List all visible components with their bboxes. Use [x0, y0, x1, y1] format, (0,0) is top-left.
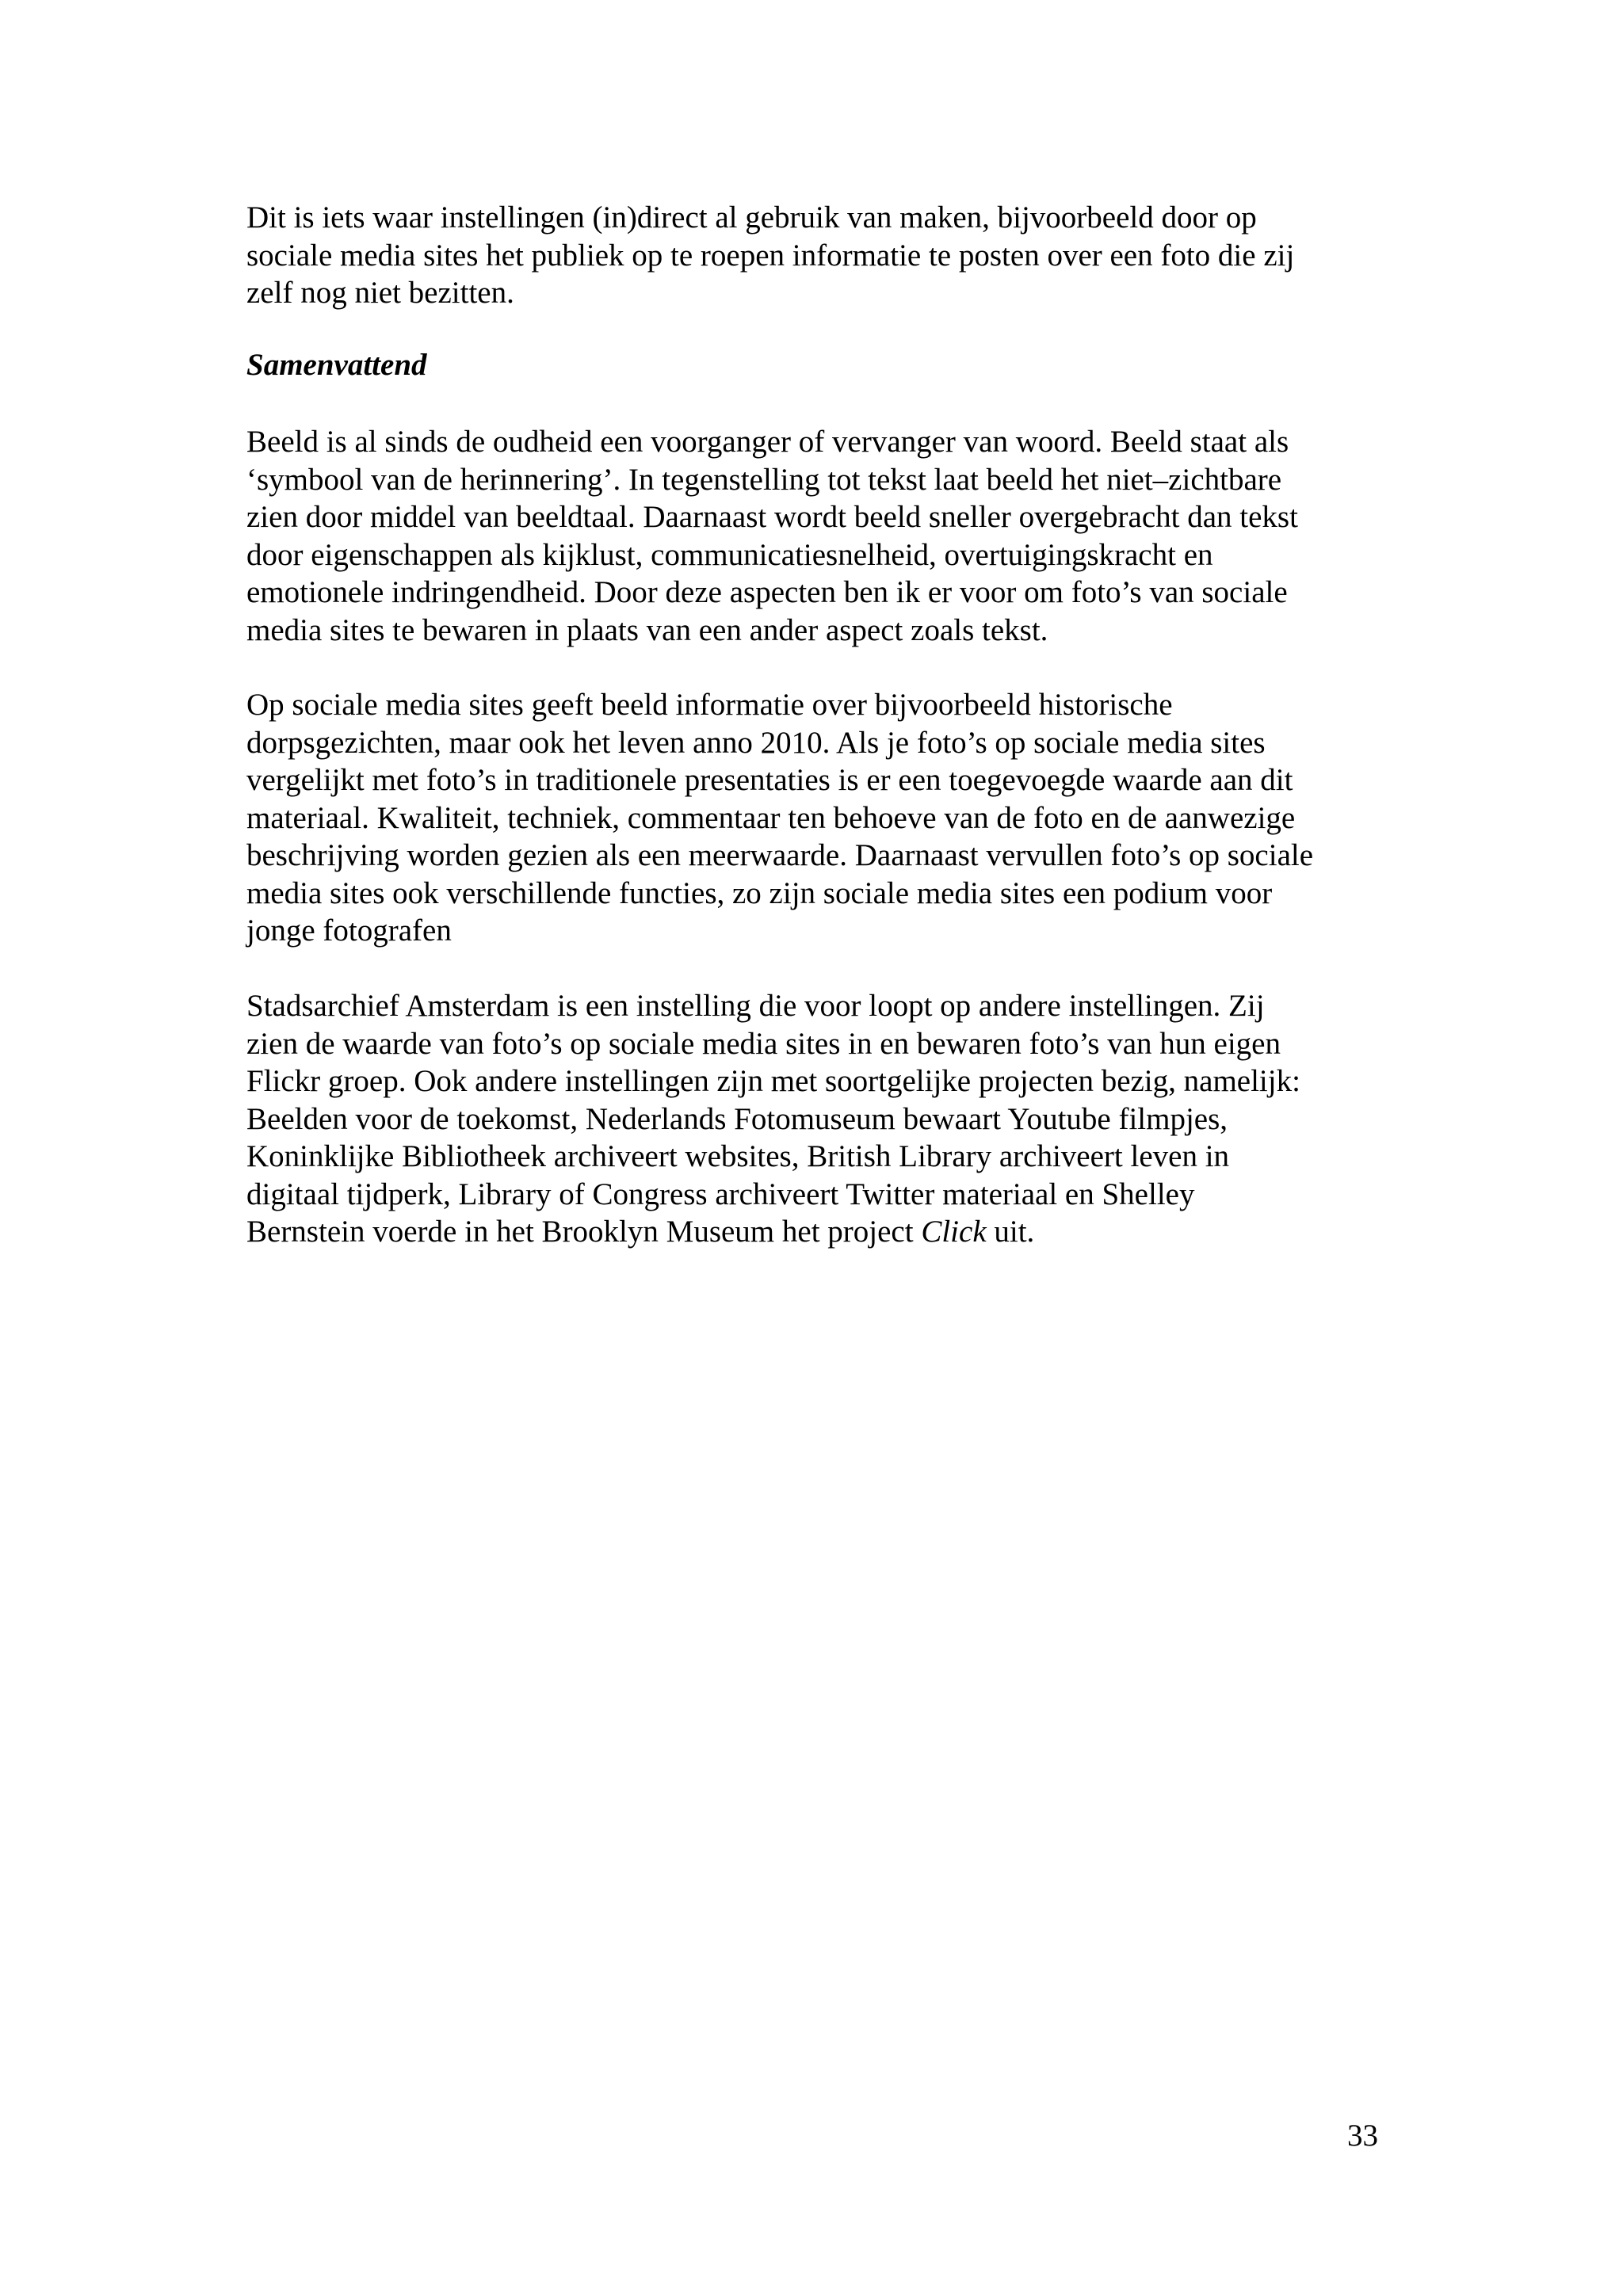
- paragraph-line: digitaal tijdperk, Library of Congress archiveert Twitter materiaal en Shelley: [246, 1177, 1195, 1211]
- paragraph-line: door eigenschappen als kijklust, communicatiesnelheid, overtuigingskracht en: [246, 537, 1213, 572]
- paragraph-3: [246, 686, 1403, 950]
- paragraph-line: Stadsarchief Amsterdam is een instelling die voor loopt op andere instellingen. Zij: [246, 989, 1265, 1023]
- paragraph-line: zelf nog niet bezitten.: [246, 276, 514, 310]
- paragraph-line: jonge fotografen: [246, 913, 452, 948]
- paragraph-line: Op sociale media sites geeft beeld informatie over bijvoorbeeld historische: [246, 688, 1173, 722]
- paragraph-line-last: [246, 1213, 1403, 1251]
- paragraph-line: Beelden voor de toekomst, Nederlands Fotomuseum bewaart Youtube filmpjes,: [246, 1101, 1228, 1136]
- text-run: uit.: [986, 1215, 1035, 1249]
- paragraph-line: media sites te bewaren in plaats van een ander aspect zoals tekst.: [246, 612, 1048, 647]
- text-run: Bernstein voerde in het Brooklyn Museum het project: [246, 1215, 922, 1249]
- paragraph-line: sociale media sites het publiek op te roepen informatie te posten over een foto die zij: [246, 238, 1295, 273]
- paragraph-line: emotionele indringendheid. Door deze aspecten ben ik er voor om foto’s van sociale: [246, 575, 1288, 609]
- paragraph-line: media sites ook verschillende functies, zo zijn sociale media sites een podium voor: [246, 875, 1273, 910]
- italic-project-name: Click: [921, 1215, 987, 1249]
- paragraph-line: Flickr groep. Ook andere instellingen zijn met soortgelijke projecten bezig, namelijk:: [246, 1064, 1300, 1098]
- paragraph-line: zien de waarde van foto’s op sociale media sites in en bewaren foto’s van hun eigen: [246, 1026, 1281, 1061]
- paragraph-line: vergelijkt met foto’s in traditionele presentaties is er een toegevoegde waarde aan dit: [246, 763, 1293, 797]
- section-heading: Samenvattend: [246, 348, 427, 382]
- paragraph-line: materiaal. Kwaliteit, techniek, commentaar ten behoeve van de foto en de aanwezige: [246, 800, 1296, 835]
- paragraph-line: ‘symbool van de herinnering’. In tegenstelling tot tekst laat beeld het niet–zichtbare: [246, 462, 1282, 497]
- paragraph-2: [246, 423, 1403, 649]
- paragraph-line: Beeld is al sinds de oudheid een voorganger of vervanger van woord. Beeld staat als: [246, 425, 1289, 459]
- paragraph-line: zien door middel van beeldtaal. Daarnaast wordt beeld sneller overgebracht dan tekst: [246, 500, 1298, 534]
- paragraph-line: beschrijving worden gezien als een meerwaarde. Daarnaast vervullen foto’s op sociale: [246, 838, 1314, 872]
- paragraph-line: dorpsgezichten, maar ook het leven anno 2010. Als je foto’s op sociale media sites: [246, 725, 1266, 760]
- paragraph-4: [246, 987, 1403, 1251]
- paragraph-1: [246, 199, 1403, 312]
- paragraph-line: Dit is iets waar instellingen (in)direct al gebruik van maken, bijvoorbeeld door op: [246, 200, 1257, 235]
- paragraph-line: Koninklijke Bibliotheek archiveert websites, British Library archiveert leven in: [246, 1139, 1230, 1173]
- page-number: 33: [1347, 2119, 1378, 2153]
